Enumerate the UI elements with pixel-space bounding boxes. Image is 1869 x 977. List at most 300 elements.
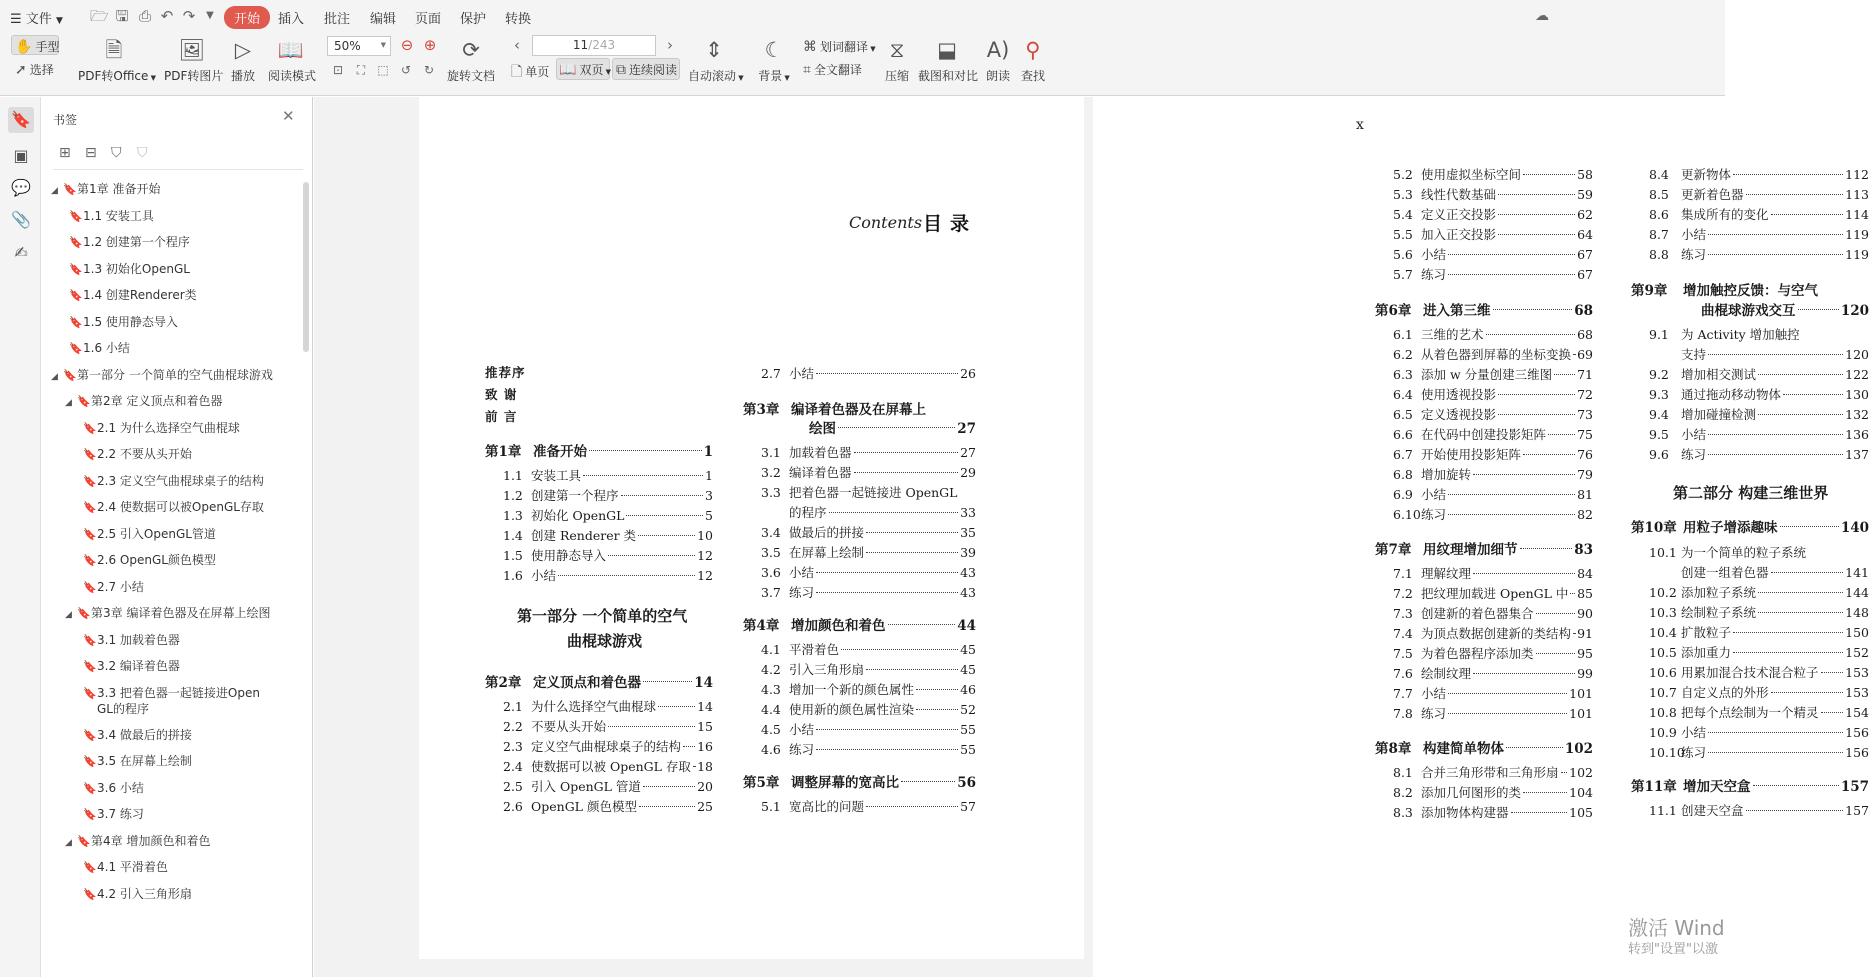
toc-entry[interactable] [761, 660, 976, 678]
toc-entry[interactable] [1393, 664, 1593, 682]
toc-entry[interactable] [1393, 803, 1593, 821]
toc-title: 定义正交投影 [1421, 207, 1497, 222]
toc-leader [1473, 573, 1575, 574]
toc-entry[interactable] [1393, 245, 1593, 263]
toc-number: 8.1 [1393, 765, 1413, 780]
attachment-icon[interactable]: 📎 [11, 210, 31, 229]
bookmark-item[interactable] [83, 658, 180, 675]
word-translate-button[interactable]: ⌘ 划词翻译 ▼ [803, 39, 876, 55]
toc-entry[interactable] [1649, 703, 1869, 721]
toc-entry[interactable] [743, 398, 976, 418]
toc-entry[interactable] [503, 486, 713, 504]
expand-arrow-icon[interactable]: ◢ [65, 398, 72, 408]
toc-number: 10.6 [1649, 665, 1677, 680]
toc-entry[interactable] [1649, 583, 1869, 601]
toc-entry[interactable] [1393, 345, 1593, 363]
toc-leader [1448, 713, 1567, 714]
toc-entry[interactable] [761, 523, 976, 541]
bookmark-label: 1.3 初始化OpenGL [83, 261, 190, 276]
toc-entry[interactable] [761, 797, 976, 815]
toc-leader [1758, 414, 1843, 415]
toc-entry[interactable] [485, 671, 713, 691]
activation-watermark: 激活 Wind [1628, 916, 1725, 940]
file-menu[interactable]: ☰ 文件 ▼ [10, 12, 63, 27]
bookmark-item[interactable] [83, 727, 192, 744]
toc-leader [901, 781, 955, 782]
toc-page: 113 [1845, 187, 1869, 202]
toc-entry[interactable] [1631, 279, 1869, 299]
toc-number: 2.3 [503, 739, 523, 754]
toc-leader [638, 535, 695, 536]
bookmark-item[interactable] [83, 552, 216, 569]
cursor-icon: ➚ [15, 62, 27, 78]
expand-arrow-icon[interactable]: ◢ [51, 186, 58, 196]
toc-leader [866, 532, 958, 533]
bookmark-item[interactable] [83, 753, 192, 770]
toc-entry[interactable] [1649, 299, 1869, 319]
toc-entry[interactable] [503, 526, 713, 544]
bookmark-icon[interactable]: 🔖 [8, 107, 34, 133]
toc-entry[interactable] [1393, 425, 1593, 443]
toc-entry[interactable] [1393, 584, 1593, 602]
bookmark-item[interactable] [83, 685, 260, 717]
bookmark-item[interactable] [51, 367, 273, 385]
toc-page: 25 [697, 799, 713, 814]
toc-entry[interactable] [1393, 405, 1593, 423]
toc-entry[interactable] [1649, 683, 1869, 701]
bookmark-item[interactable] [65, 605, 270, 623]
rotate-document-button[interactable]: ⟳ 旋转文档 [446, 38, 495, 83]
toc-entry[interactable] [1393, 165, 1593, 183]
toc-entry[interactable] [503, 466, 713, 484]
toc-number: 5.5 [1393, 227, 1413, 242]
rotate-right-icon[interactable]: ↻ [423, 63, 435, 77]
toc-title: 扩散粒子 [1681, 625, 1732, 640]
toc-page: 58 [1577, 167, 1593, 182]
toc-leader [1573, 633, 1575, 634]
full-translate-button[interactable]: ⌗ 全文翻译 [803, 62, 862, 78]
toc-entry[interactable] [1649, 325, 1869, 343]
auto-scroll-button[interactable]: ⇕ 自动滚动 ▼ [688, 38, 744, 83]
toc-entry[interactable] [1649, 801, 1869, 819]
fit-page-icon[interactable]: ⛶ [356, 63, 366, 77]
toc-entry[interactable] [1393, 704, 1593, 722]
toc-title: 添加 w 分量创建三维图 [1421, 367, 1553, 382]
expand-all-icon[interactable]: ⊞ [59, 145, 71, 161]
toc-entry[interactable] [761, 563, 976, 581]
toc-number: 7.1 [1393, 566, 1413, 581]
toc-entry[interactable] [503, 757, 713, 775]
toc-title: 把着色器一起链接进 OpenGL [789, 485, 958, 500]
toc-entry[interactable] [503, 697, 713, 715]
bookmark-item[interactable] [83, 526, 216, 543]
bookmark-item[interactable] [83, 806, 144, 823]
toc-entry[interactable] [1393, 225, 1593, 243]
toc-number: 1.4 [503, 528, 523, 543]
tab-protect[interactable]: 保护 [460, 12, 487, 27]
toc-entry[interactable] [761, 443, 976, 461]
toc-page: 45 [960, 662, 976, 677]
toc-page: 27 [960, 445, 976, 460]
save-icon[interactable]: 🖫 [115, 7, 129, 25]
toc-entry[interactable] [1393, 365, 1593, 383]
toc-entry[interactable] [1649, 603, 1869, 621]
undo-icon[interactable]: ↶ [160, 7, 174, 25]
collapse-all-icon[interactable]: ⊟ [85, 145, 97, 161]
front-matter-item[interactable]: 致 谢 [485, 387, 518, 402]
toc-title: 更新物体 [1681, 167, 1732, 182]
toc-entry[interactable] [1393, 783, 1593, 801]
toc-entry[interactable] [503, 777, 713, 795]
toc-entry[interactable] [761, 463, 976, 481]
toc-leader [1448, 274, 1575, 275]
toc-number: 10.2 [1649, 585, 1677, 600]
toc-number: 7.4 [1393, 626, 1413, 641]
toc-leader [1448, 254, 1575, 255]
toc-entry[interactable] [761, 700, 976, 718]
toc-leader [683, 746, 695, 747]
toc-leader [1821, 672, 1844, 673]
toc-entry[interactable] [761, 543, 976, 561]
toc-title: 练习 [1421, 507, 1447, 522]
toc-leader [1798, 309, 1839, 310]
expand-arrow-icon[interactable]: ◢ [51, 371, 58, 382]
toc-leader [854, 472, 959, 473]
front-matter-item[interactable]: 推荐序 [485, 365, 526, 380]
toc-entry[interactable] [503, 506, 713, 524]
toc-leader [1708, 434, 1843, 435]
toc-entry[interactable] [1375, 737, 1593, 757]
rotate-left-icon[interactable]: ↺ [400, 63, 412, 77]
toc-entry[interactable] [503, 737, 713, 755]
toc-entry[interactable] [1649, 643, 1869, 661]
bookmark-item[interactable] [83, 780, 144, 797]
toc-number: 5.6 [1393, 247, 1413, 262]
toc-entry[interactable] [1393, 445, 1593, 463]
toc-entry[interactable] [1375, 299, 1593, 319]
toc-entry[interactable] [1649, 425, 1869, 443]
toc-title: 增加天空盒 [1683, 779, 1751, 795]
toc-entry[interactable] [1649, 623, 1869, 641]
toc-entry[interactable] [1393, 205, 1593, 223]
toc-entry[interactable] [1649, 205, 1869, 223]
toc-entry[interactable] [743, 771, 976, 791]
toc-entry[interactable] [1649, 563, 1869, 581]
bookmark-flag-icon: 🔖 [77, 395, 91, 408]
toc-leader [621, 495, 704, 496]
toc-page: 59 [1577, 187, 1593, 202]
bookmark-item[interactable] [83, 886, 192, 903]
tab-convert[interactable]: 转换 [505, 12, 532, 27]
toc-title: 平滑着色 [789, 642, 840, 657]
tool-row: ✋ 手型 ➚ 选择 🗎 PDF转Office ▼ 🖼 PDF转图片 ▷ 播放 📖 阅读模式 50% ▼ ⊖ ⊕ ⊡ ⛶ ⬚ ↺ ↻ ⟳ 旋转文档 ‹ 11/243 › 🗋 单页 📖 双页 ▼ ⧉ 连续阅读 ⇕ 自动滚动 ▼ ☾ 背景 ▼ ⌘ 划词翻译 ▼ ⌗ 全文翻译 ⧖ 压缩 ⬓ 截图和对比 A) 朗读 ⚲ 查找 [0, 34, 1725, 96]
toc-number: 1.2 [503, 488, 523, 503]
thumbnail-icon[interactable]: ▣ [13, 146, 29, 165]
bookmark-flag-icon: 🔖 [83, 448, 97, 461]
pdf-to-office-button[interactable]: 🗎 PDF转Office ▼ [78, 38, 157, 83]
panel-scrollbar[interactable] [303, 182, 309, 352]
toc-title: 定义空气曲棍球桌子的结构 [531, 739, 682, 754]
toc-number: 7.3 [1393, 606, 1413, 621]
bookmark-flag-icon: 🔖 [83, 660, 97, 673]
toc-page: 76 [1577, 447, 1593, 462]
toc-entry[interactable] [761, 740, 976, 758]
toc-number: 4.3 [761, 682, 781, 697]
document-view[interactable] [314, 97, 1869, 977]
toc-page: 120 [1840, 303, 1869, 319]
toc-entry[interactable] [1393, 385, 1593, 403]
fit-width-icon[interactable]: ⬚ [377, 63, 389, 77]
side-rail [0, 97, 41, 977]
page-number-input[interactable]: 11/243 [532, 35, 656, 56]
toc-entry[interactable] [1393, 505, 1593, 523]
toc-page: 15 [697, 719, 713, 734]
toc-entry[interactable] [1393, 465, 1593, 483]
toc-entry[interactable] [503, 546, 713, 564]
toc-page: 12 [697, 548, 713, 563]
zoom-select[interactable]: 50% ▼ [327, 36, 391, 56]
toc-title: 添加几何图形的类 [1421, 785, 1522, 800]
contents-zh-heading: 目录 [923, 213, 978, 235]
find-button[interactable]: ⚲ 查找 [1018, 36, 1048, 84]
bookmark-flag-icon: 🔖 [63, 368, 77, 382]
redo-icon[interactable]: ↷ [182, 7, 196, 25]
bookmark-label: 第1章 准备开始 [77, 182, 161, 196]
toc-page: 122 [1845, 367, 1869, 382]
speaker-icon: A) [986, 38, 1010, 62]
comment-icon[interactable]: 💬 [11, 178, 31, 197]
select-tool-button[interactable]: ➚ 选择 [15, 62, 54, 78]
toc-title: 小结 [531, 568, 557, 583]
toc-entry[interactable] [761, 483, 976, 501]
screenshot-icon: ⬓ [937, 38, 957, 62]
toc-entry[interactable] [503, 566, 713, 584]
toc-entry[interactable] [503, 797, 713, 815]
bookmark-item[interactable] [83, 420, 240, 437]
toc-entry[interactable] [1649, 385, 1869, 403]
bookmark-item[interactable] [69, 314, 178, 331]
toc-entry[interactable] [1649, 445, 1869, 463]
toc-number: 9.6 [1649, 447, 1669, 462]
toc-entry[interactable] [1649, 165, 1869, 183]
toc-leader [1708, 732, 1843, 733]
bookmark-item[interactable] [69, 261, 190, 278]
front-matter-item[interactable]: 前 言 [485, 409, 518, 424]
tab-insert[interactable]: 插入 [278, 12, 305, 27]
toc-title: 练习 [1681, 745, 1707, 760]
toc-entry[interactable] [1649, 345, 1869, 363]
toc-title: 练习 [1421, 706, 1447, 721]
toc-page: 101 [1569, 706, 1593, 721]
toc-entry[interactable] [1649, 543, 1869, 561]
toc-title: 构建简单物体 [1423, 741, 1504, 757]
close-icon[interactable]: ✕ [282, 107, 295, 125]
toc-entry[interactable] [743, 614, 976, 634]
zoom-out-icon[interactable]: ⊖ [400, 36, 414, 54]
bookmark-item[interactable] [65, 833, 210, 851]
tab-edit[interactable]: 编辑 [370, 12, 397, 27]
bookmark-label: 3.6 小结 [97, 780, 144, 795]
bookmark-item[interactable] [65, 393, 222, 411]
toc-entry[interactable] [761, 503, 976, 521]
next-page-icon[interactable]: › [667, 36, 673, 54]
toc-page: 83 [1574, 542, 1593, 558]
toc-entry[interactable] [1649, 365, 1869, 383]
toc-entry[interactable] [1649, 663, 1869, 681]
toc-title: 使用新的颜色属性渲染 [789, 702, 915, 717]
toc-entry[interactable] [1393, 604, 1593, 622]
toc-entry[interactable] [1393, 265, 1593, 283]
screenshot-compare-button[interactable]: ⬓ 截图和对比 [918, 38, 979, 83]
expand-arrow-icon[interactable]: ◢ [65, 837, 72, 848]
toc-title: 编译着色器 [789, 465, 852, 480]
bookmark-flag-icon: 🔖 [83, 421, 97, 435]
toc-entry[interactable] [1375, 538, 1593, 558]
bookmark-item[interactable] [69, 208, 154, 225]
toc-number: 1.6 [503, 568, 523, 583]
toc-entry[interactable] [761, 583, 976, 601]
toc-leader [639, 806, 695, 807]
continuous-icon: ⧉ [616, 62, 626, 78]
bookmark-item[interactable] [83, 579, 144, 596]
toc-entry[interactable] [1393, 624, 1593, 642]
bookmark-item[interactable] [69, 340, 130, 357]
toc-entry[interactable] [1631, 516, 1869, 536]
toc-entry[interactable] [1393, 564, 1593, 582]
toc-page: 14 [697, 699, 713, 714]
toc-leader [1473, 474, 1575, 475]
toc-entry[interactable] [503, 717, 713, 735]
toc-page: 39 [960, 545, 976, 560]
zoom-in-icon[interactable]: ⊕ [423, 36, 437, 54]
toc-page: 20 [697, 779, 713, 794]
bookmark-item[interactable] [83, 632, 180, 649]
toc-entry[interactable] [761, 680, 976, 698]
toc-page: 14 [694, 675, 713, 691]
bookmark-item[interactable] [83, 859, 168, 876]
read-mode-button[interactable]: 📖 阅读模式 [268, 38, 317, 83]
bookmark-item[interactable] [51, 181, 160, 199]
toc-number: 9.5 [1649, 427, 1669, 442]
bookmark-item[interactable] [69, 287, 197, 304]
compress-button[interactable]: ⧖ 压缩 [882, 36, 912, 84]
toc-entry[interactable] [1649, 245, 1869, 263]
toc-page: 44 [957, 618, 976, 634]
toc-entry[interactable] [1393, 644, 1593, 662]
single-page-button[interactable]: 🗋 单页 [511, 64, 550, 80]
background-button[interactable]: ☾ 背景 ▼ [758, 38, 790, 83]
toc-number: 第9章 [1631, 283, 1668, 299]
toc-page: 99 [1577, 666, 1593, 681]
toc-number: 6.9 [1393, 487, 1413, 502]
toc-entry[interactable] [1393, 684, 1593, 702]
toc-page: 29 [960, 465, 976, 480]
toc-title: 进入第三维 [1423, 303, 1491, 319]
toc-title: 练习 [1421, 267, 1447, 282]
tab-annotate[interactable]: 批注 [324, 12, 351, 27]
menu-icon: ☰ [10, 12, 22, 27]
bookmark-item[interactable] [83, 499, 264, 516]
toc-entry[interactable] [1393, 485, 1593, 503]
toc-title: 增加旋转 [1421, 467, 1472, 482]
toc-entry[interactable] [1631, 775, 1869, 795]
toc-page: 84 [1577, 566, 1593, 581]
toc-page: 157 [1840, 779, 1869, 795]
toc-entry[interactable] [1393, 763, 1593, 781]
toc-title: 集成所有的变化 [1681, 207, 1769, 222]
bookmark-item[interactable] [69, 234, 190, 251]
toc-page: 130 [1845, 387, 1869, 402]
actual-size-icon[interactable]: ⊡ [332, 63, 344, 77]
toc-number: 6.7 [1393, 447, 1413, 462]
tab-home[interactable]: 开始 [224, 6, 270, 29]
prev-page-icon[interactable]: ‹ [514, 36, 520, 54]
bookmark-label: 1.1 安装工具 [83, 208, 154, 223]
toc-entry[interactable] [761, 417, 976, 437]
delete-bookmark-icon[interactable]: ⛉ [137, 145, 148, 161]
bookmark-label: 1.5 使用静态导入 [83, 314, 178, 329]
toc-leader [816, 572, 958, 573]
add-bookmark-icon[interactable]: ⛉ [111, 145, 122, 161]
bookmark-item[interactable] [83, 446, 192, 463]
toc-title: 用累加混合技术混合粒子 [1681, 665, 1819, 680]
toc-entry[interactable] [1393, 185, 1593, 203]
toc-leader [1821, 712, 1844, 713]
toc-title: 使用透视投影 [1421, 387, 1497, 402]
tab-page[interactable]: 页面 [415, 12, 442, 27]
toc-entry[interactable] [1649, 225, 1869, 243]
read-aloud-button[interactable]: A) 朗读 [985, 38, 1010, 83]
play-button[interactable]: ▷ 播放 [228, 36, 258, 84]
toc-leader [816, 592, 958, 593]
toc-entry[interactable] [761, 640, 976, 658]
bookmark-label: 2.6 OpenGL颜色模型 [97, 553, 216, 567]
toc-entry[interactable] [1649, 743, 1869, 761]
toc-page: 1 [703, 444, 713, 460]
bookmark-item[interactable] [83, 473, 264, 490]
toc-page: 55 [960, 722, 976, 737]
toc-page: 154 [1845, 705, 1869, 720]
toc-title: 加载着色器 [789, 445, 852, 460]
toc-number: 8.6 [1649, 207, 1669, 222]
expand-arrow-icon[interactable]: ◢ [65, 610, 72, 620]
toc-leader [854, 452, 959, 453]
toc-title: 准备开始 [533, 444, 587, 460]
hand-icon: ✋ [15, 39, 33, 55]
toc-leader [1548, 434, 1575, 435]
toc-entry[interactable] [1649, 405, 1869, 423]
print-icon[interactable]: ⎙ [138, 7, 151, 25]
toc-entry[interactable] [485, 440, 713, 460]
signature-icon[interactable]: ✍ [14, 243, 28, 262]
bookmark-label: 3.5 在屏幕上绘制 [97, 754, 192, 768]
toc-leader [1498, 414, 1575, 415]
cloud-icon[interactable]: ☁ [1535, 8, 1549, 24]
toc-title: OpenGL 颜色模型 [531, 799, 637, 814]
pdf-to-image-button[interactable]: 🖼 PDF转图片 [164, 38, 224, 83]
toc-page: 102 [1569, 765, 1593, 780]
toc-title: 小结 [1421, 247, 1447, 262]
bookmark-label: 2.4 使数据可以被OpenGL存取 [97, 500, 264, 514]
toc-leader [816, 749, 958, 750]
toc-entry[interactable] [1649, 185, 1869, 203]
toc-entry[interactable] [1649, 723, 1869, 741]
customize-chevron-icon[interactable]: ▼ [206, 10, 214, 21]
toc-entry[interactable] [761, 720, 976, 738]
toc-entry[interactable] [1393, 325, 1593, 343]
open-folder-icon[interactable]: 🗁 [90, 7, 109, 25]
toc-entry[interactable] [761, 364, 976, 382]
